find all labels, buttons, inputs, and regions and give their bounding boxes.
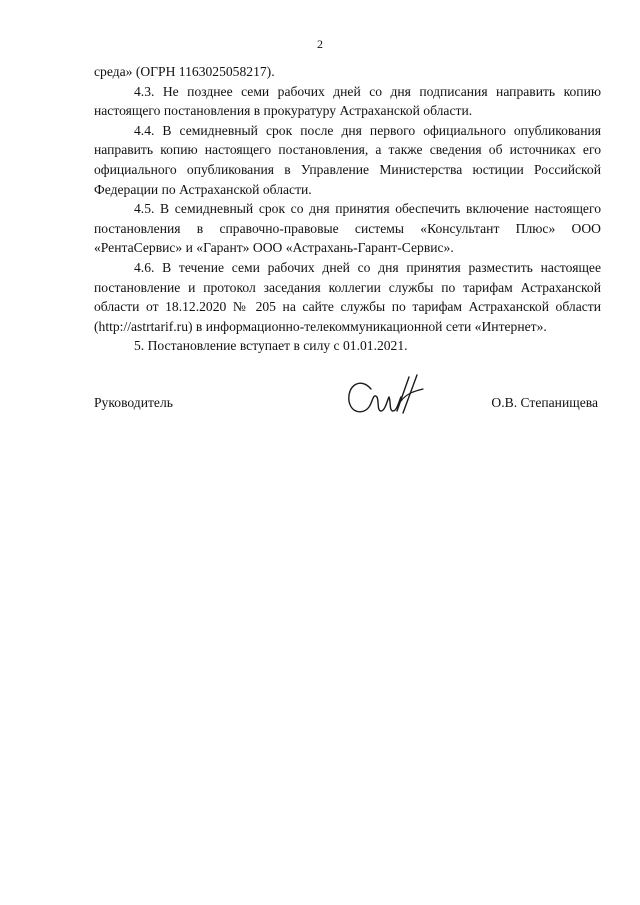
paragraph-4-6: 4.6. В течение семи рабочих дней со дня принятия разместить настоящее постановление и протокол заседания коллегии службы по тарифам Астраханской области от 18.12.2020 № 205 на сайте службы по тарифам Астраханской области (http://astrtarif.ru) в информационно-телекоммуникационной сети «Интернет». bbox=[94, 259, 601, 334]
signatory-role: Руководитель bbox=[94, 395, 173, 410]
handwritten-signature-icon bbox=[343, 371, 433, 419]
paragraph-4-4: 4.4. В семидневный срок после дня первого официального опубликования направить копию настоящего постановления, а также сведения об источниках его официального опубликования в Управление Министерства юстиции Российской Федерации по Астраханской области. bbox=[94, 122, 601, 197]
paragraph-4-5: 4.5. В семидневный срок со дня принятия обеспечить включение настоящего постановления в справочно-правовые системы «Консультант Плюс» ООО «РентаСервис» и «Гарант» ООО «Астрахань-Гарант-Сервис». bbox=[94, 201, 601, 256]
paragraph-4-3: 4.3. Не позднее семи рабочих дней со дня подписания направить копию настоящего постановления в прокуратуру Астраханской области. bbox=[94, 83, 601, 119]
document-body bbox=[94, 62, 601, 356]
signatory-name: О.В. Степанищева bbox=[491, 395, 598, 410]
paragraph-continuation: среда» (ОГРН 1163025058217). bbox=[94, 64, 275, 79]
page-number: 2 bbox=[317, 37, 323, 51]
paragraph-5: 5. Постановление вступает в силу с 01.01.2021. bbox=[134, 338, 408, 354]
